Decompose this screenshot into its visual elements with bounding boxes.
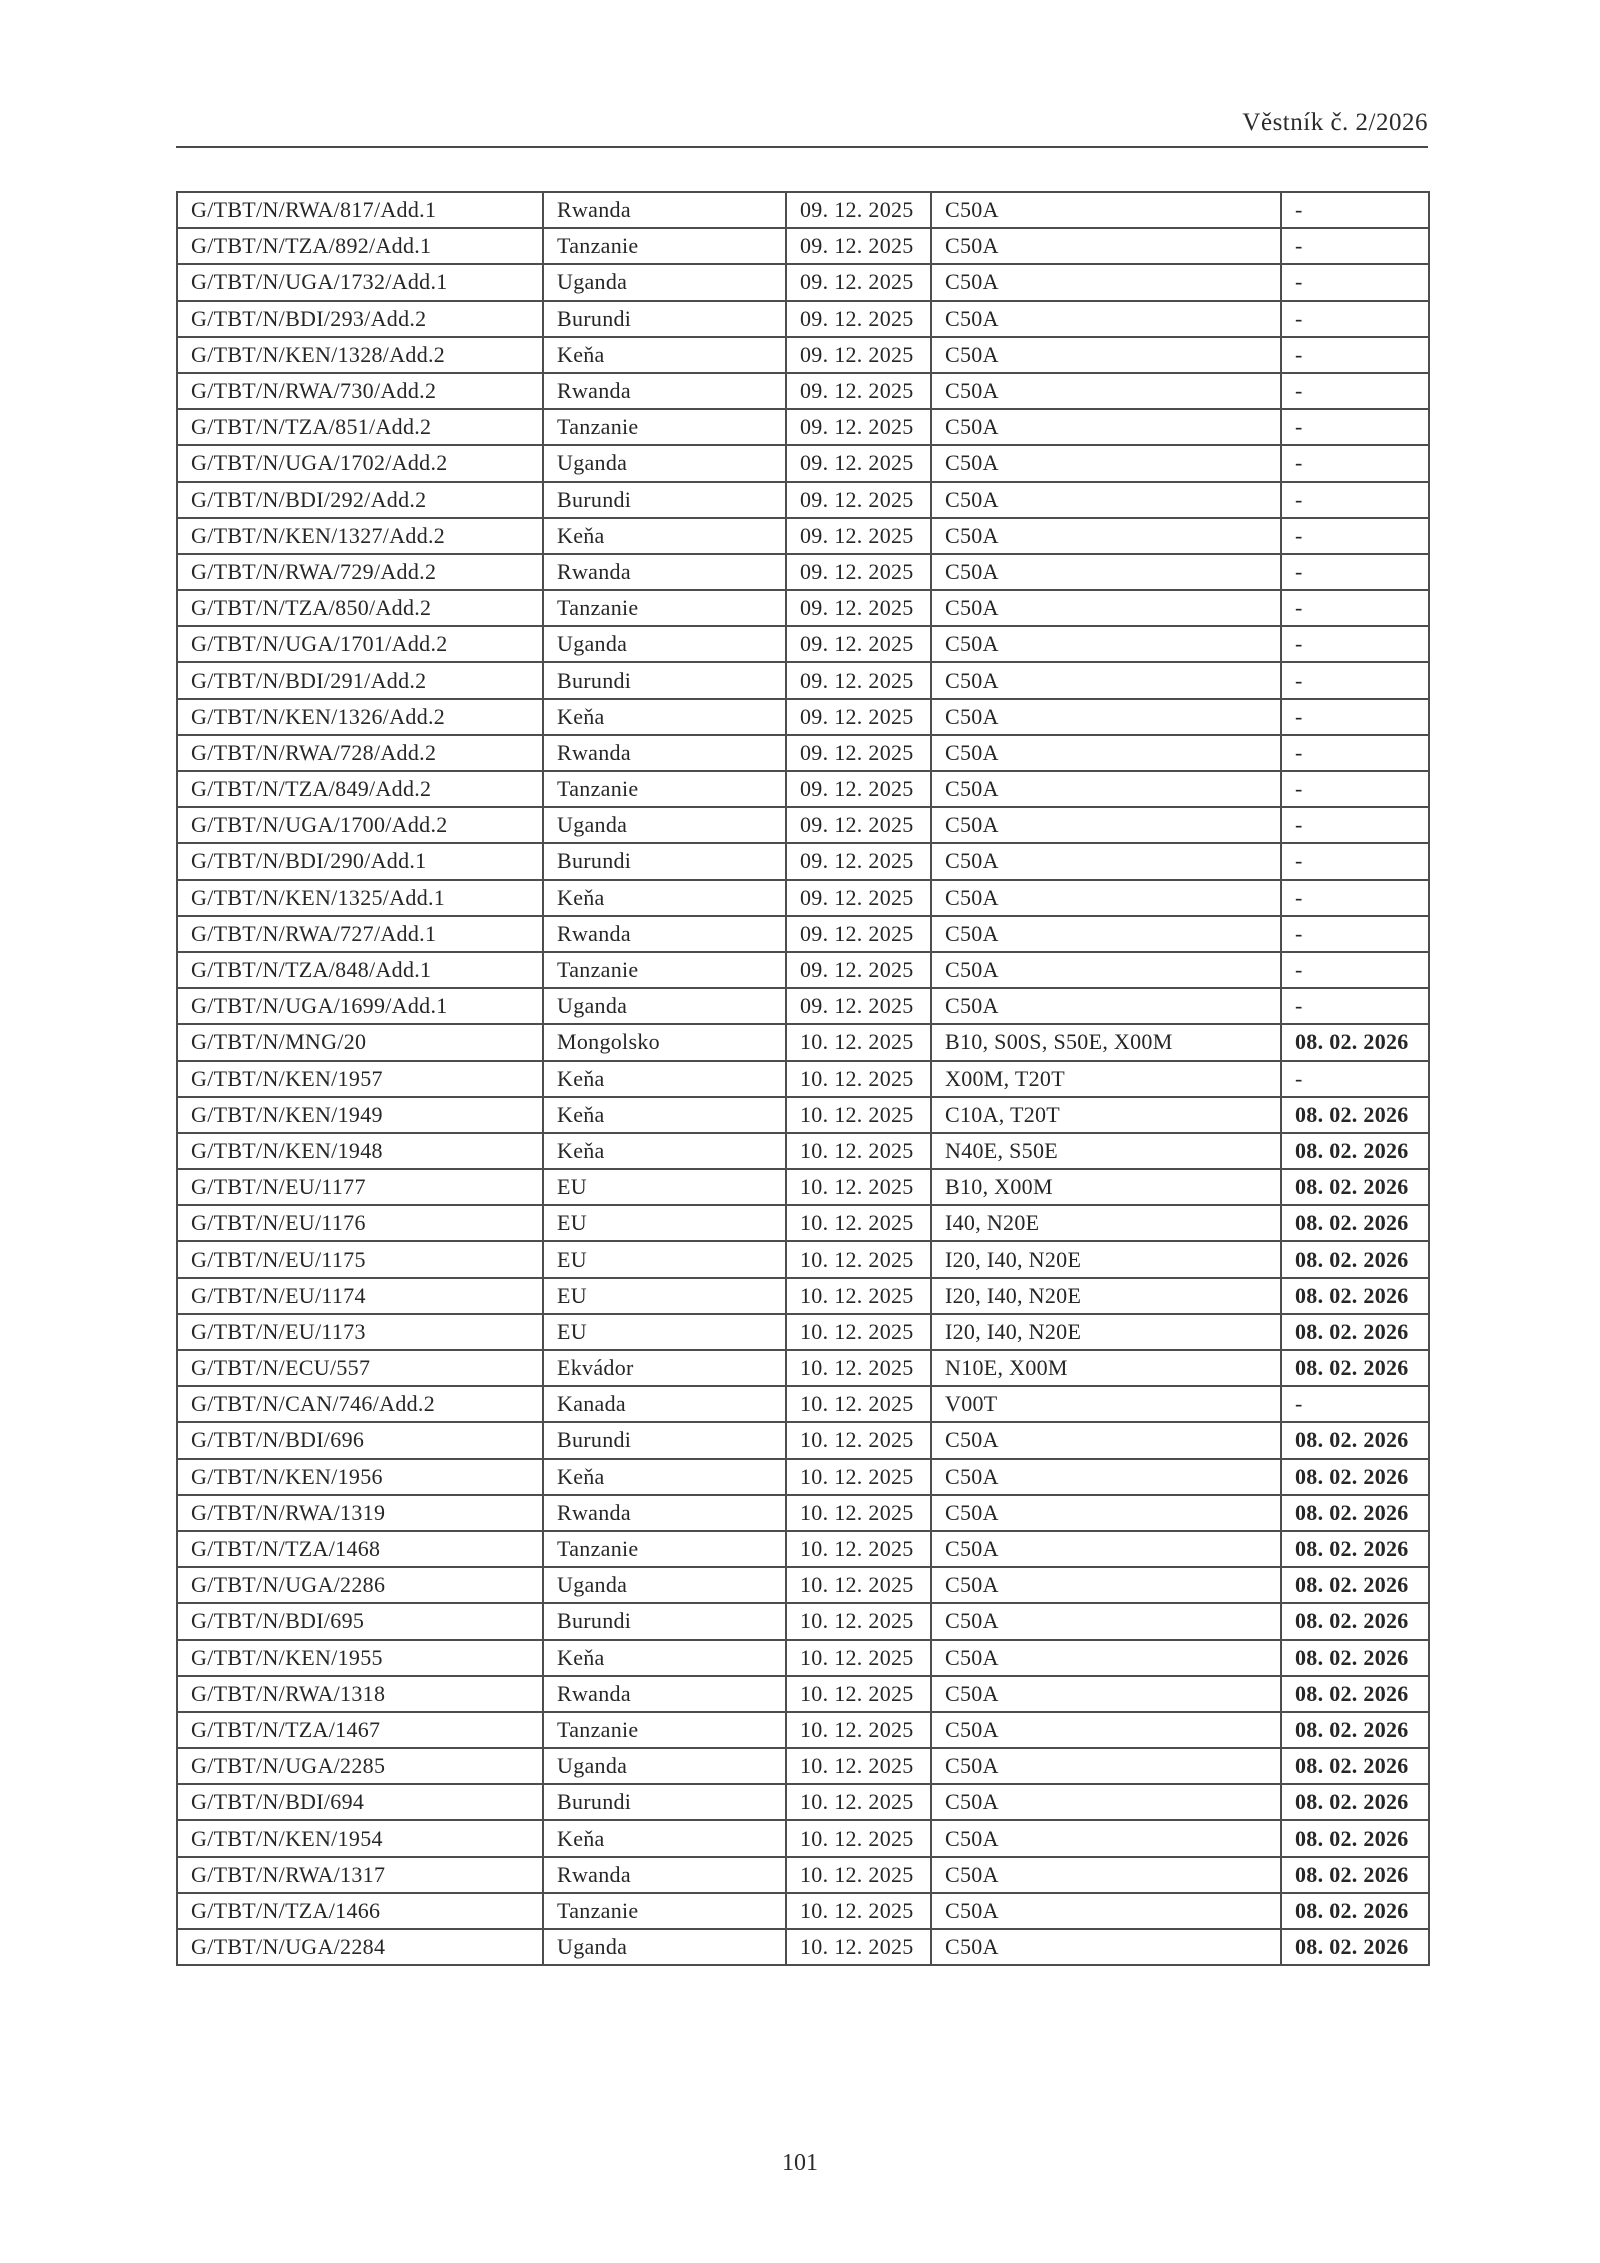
cell-notification-number: G/TBT/N/RWA/1317 xyxy=(177,1857,543,1893)
cell-notification-number: G/TBT/N/KEN/1326/Add.2 xyxy=(177,699,543,735)
cell-date: 10. 12. 2025 xyxy=(786,1857,931,1893)
cell-date: 09. 12. 2025 xyxy=(786,337,931,373)
cell-product-codes: C50A xyxy=(931,807,1281,843)
table-row xyxy=(177,192,1429,228)
cell-deadline: - xyxy=(1281,337,1429,373)
cell-product-codes: C50A xyxy=(931,590,1281,626)
cell-deadline: 08. 02. 2026 xyxy=(1281,1640,1429,1676)
cell-product-codes: C50A xyxy=(931,699,1281,735)
cell-product-codes: X00M, T20T xyxy=(931,1061,1281,1097)
cell-notification-number: G/TBT/N/KEN/1954 xyxy=(177,1820,543,1856)
cell-notification-number: G/TBT/N/KEN/1948 xyxy=(177,1133,543,1169)
cell-product-codes: C50A xyxy=(931,952,1281,988)
cell-notification-number: G/TBT/N/ECU/557 xyxy=(177,1350,543,1386)
cell-country: Rwanda xyxy=(543,373,786,409)
cell-deadline: - xyxy=(1281,699,1429,735)
cell-date: 10. 12. 2025 xyxy=(786,1061,931,1097)
cell-notification-number: G/TBT/N/UGA/2286 xyxy=(177,1567,543,1603)
table-row xyxy=(177,1531,1429,1567)
cell-deadline: 08. 02. 2026 xyxy=(1281,1676,1429,1712)
cell-date: 10. 12. 2025 xyxy=(786,1024,931,1060)
cell-date: 09. 12. 2025 xyxy=(786,988,931,1024)
cell-notification-number: G/TBT/N/MNG/20 xyxy=(177,1024,543,1060)
cell-country: Keňa xyxy=(543,1133,786,1169)
cell-product-codes: C10A, T20T xyxy=(931,1097,1281,1133)
cell-product-codes: C50A xyxy=(931,482,1281,518)
table-row xyxy=(177,1133,1429,1169)
cell-country: Tanzanie xyxy=(543,409,786,445)
cell-country: Rwanda xyxy=(543,192,786,228)
cell-notification-number: G/TBT/N/EU/1175 xyxy=(177,1241,543,1277)
table-row xyxy=(177,1205,1429,1241)
cell-notification-number: G/TBT/N/TZA/1468 xyxy=(177,1531,543,1567)
cell-product-codes: C50A xyxy=(931,1495,1281,1531)
table-row xyxy=(177,1061,1429,1097)
cell-notification-number: G/TBT/N/UGA/2284 xyxy=(177,1929,543,1965)
cell-deadline: - xyxy=(1281,880,1429,916)
cell-notification-number: G/TBT/N/UGA/1699/Add.1 xyxy=(177,988,543,1024)
table-row xyxy=(177,554,1429,590)
cell-country: Uganda xyxy=(543,807,786,843)
cell-deadline: - xyxy=(1281,952,1429,988)
cell-notification-number: G/TBT/N/UGA/1700/Add.2 xyxy=(177,807,543,843)
cell-product-codes: C50A xyxy=(931,1603,1281,1639)
cell-deadline: - xyxy=(1281,1386,1429,1422)
table-row xyxy=(177,445,1429,481)
cell-country: Rwanda xyxy=(543,554,786,590)
table-row xyxy=(177,1314,1429,1350)
cell-notification-number: G/TBT/N/KEN/1328/Add.2 xyxy=(177,337,543,373)
cell-product-codes: C50A xyxy=(931,1531,1281,1567)
cell-deadline: 08. 02. 2026 xyxy=(1281,1929,1429,1965)
cell-product-codes: I20, I40, N20E xyxy=(931,1278,1281,1314)
cell-notification-number: G/TBT/N/RWA/817/Add.1 xyxy=(177,192,543,228)
cell-notification-number: G/TBT/N/BDI/696 xyxy=(177,1422,543,1458)
cell-product-codes: C50A xyxy=(931,916,1281,952)
cell-country: Uganda xyxy=(543,1748,786,1784)
cell-country: EU xyxy=(543,1314,786,1350)
cell-notification-number: G/TBT/N/BDI/293/Add.2 xyxy=(177,301,543,337)
cell-deadline: - xyxy=(1281,192,1429,228)
table-row xyxy=(177,699,1429,735)
cell-product-codes: C50A xyxy=(931,880,1281,916)
cell-country: Uganda xyxy=(543,1567,786,1603)
cell-deadline: - xyxy=(1281,373,1429,409)
cell-date: 10. 12. 2025 xyxy=(786,1567,931,1603)
cell-date: 10. 12. 2025 xyxy=(786,1929,931,1965)
cell-deadline: - xyxy=(1281,482,1429,518)
cell-date: 10. 12. 2025 xyxy=(786,1205,931,1241)
table-row xyxy=(177,1459,1429,1495)
table-row xyxy=(177,590,1429,626)
cell-notification-number: G/TBT/N/RWA/730/Add.2 xyxy=(177,373,543,409)
cell-date: 10. 12. 2025 xyxy=(786,1640,931,1676)
cell-country: Rwanda xyxy=(543,735,786,771)
cell-date: 09. 12. 2025 xyxy=(786,301,931,337)
table-row xyxy=(177,373,1429,409)
cell-notification-number: G/TBT/N/CAN/746/Add.2 xyxy=(177,1386,543,1422)
cell-notification-number: G/TBT/N/KEN/1325/Add.1 xyxy=(177,880,543,916)
cell-date: 10. 12. 2025 xyxy=(786,1278,931,1314)
cell-date: 09. 12. 2025 xyxy=(786,264,931,300)
cell-country: Keňa xyxy=(543,1820,786,1856)
cell-country: Burundi xyxy=(543,1603,786,1639)
cell-notification-number: G/TBT/N/TZA/850/Add.2 xyxy=(177,590,543,626)
cell-product-codes: B10, S00S, S50E, X00M xyxy=(931,1024,1281,1060)
cell-product-codes: N40E, S50E xyxy=(931,1133,1281,1169)
cell-product-codes: C50A xyxy=(931,1784,1281,1820)
cell-country: Burundi xyxy=(543,482,786,518)
cell-date: 09. 12. 2025 xyxy=(786,916,931,952)
cell-date: 09. 12. 2025 xyxy=(786,626,931,662)
cell-country: Tanzanie xyxy=(543,1531,786,1567)
table-row xyxy=(177,1929,1429,1965)
cell-date: 09. 12. 2025 xyxy=(786,807,931,843)
cell-deadline: 08. 02. 2026 xyxy=(1281,1024,1429,1060)
table-row xyxy=(177,1241,1429,1277)
cell-date: 09. 12. 2025 xyxy=(786,952,931,988)
cell-notification-number: G/TBT/N/BDI/291/Add.2 xyxy=(177,662,543,698)
cell-deadline: - xyxy=(1281,916,1429,952)
cell-deadline: - xyxy=(1281,301,1429,337)
cell-deadline: 08. 02. 2026 xyxy=(1281,1893,1429,1929)
cell-country: Uganda xyxy=(543,988,786,1024)
table-row xyxy=(177,1422,1429,1458)
cell-deadline: - xyxy=(1281,843,1429,879)
cell-country: Ekvádor xyxy=(543,1350,786,1386)
cell-date: 09. 12. 2025 xyxy=(786,590,931,626)
cell-notification-number: G/TBT/N/UGA/2285 xyxy=(177,1748,543,1784)
cell-date: 09. 12. 2025 xyxy=(786,482,931,518)
cell-country: Tanzanie xyxy=(543,590,786,626)
cell-country: Burundi xyxy=(543,662,786,698)
table-row xyxy=(177,1495,1429,1531)
cell-product-codes: C50A xyxy=(931,337,1281,373)
cell-notification-number: G/TBT/N/BDI/695 xyxy=(177,1603,543,1639)
cell-country: Rwanda xyxy=(543,1676,786,1712)
cell-deadline: 08. 02. 2026 xyxy=(1281,1314,1429,1350)
cell-deadline: 08. 02. 2026 xyxy=(1281,1422,1429,1458)
cell-deadline: 08. 02. 2026 xyxy=(1281,1712,1429,1748)
cell-date: 10. 12. 2025 xyxy=(786,1748,931,1784)
cell-date: 10. 12. 2025 xyxy=(786,1241,931,1277)
table-row xyxy=(177,843,1429,879)
cell-country: Burundi xyxy=(543,1784,786,1820)
cell-product-codes: C50A xyxy=(931,735,1281,771)
cell-date: 10. 12. 2025 xyxy=(786,1459,931,1495)
cell-country: Kanada xyxy=(543,1386,786,1422)
cell-product-codes: C50A xyxy=(931,843,1281,879)
cell-notification-number: G/TBT/N/RWA/727/Add.1 xyxy=(177,916,543,952)
cell-product-codes: C50A xyxy=(931,1459,1281,1495)
cell-deadline: - xyxy=(1281,228,1429,264)
cell-country: Keňa xyxy=(543,1061,786,1097)
cell-product-codes: C50A xyxy=(931,1567,1281,1603)
table-row xyxy=(177,337,1429,373)
table-row xyxy=(177,1712,1429,1748)
cell-deadline: 08. 02. 2026 xyxy=(1281,1241,1429,1277)
cell-deadline: 08. 02. 2026 xyxy=(1281,1205,1429,1241)
cell-product-codes: C50A xyxy=(931,554,1281,590)
cell-deadline: - xyxy=(1281,554,1429,590)
table-row xyxy=(177,301,1429,337)
cell-notification-number: G/TBT/N/TZA/849/Add.2 xyxy=(177,771,543,807)
cell-product-codes: C50A xyxy=(931,1640,1281,1676)
cell-product-codes: I20, I40, N20E xyxy=(931,1314,1281,1350)
table-row xyxy=(177,1350,1429,1386)
cell-product-codes: B10, X00M xyxy=(931,1169,1281,1205)
cell-deadline: - xyxy=(1281,988,1429,1024)
cell-country: Tanzanie xyxy=(543,1712,786,1748)
cell-deadline: 08. 02. 2026 xyxy=(1281,1459,1429,1495)
cell-deadline: 08. 02. 2026 xyxy=(1281,1748,1429,1784)
cell-date: 10. 12. 2025 xyxy=(786,1097,931,1133)
table-row xyxy=(177,916,1429,952)
cell-deadline: 08. 02. 2026 xyxy=(1281,1567,1429,1603)
cell-date: 10. 12. 2025 xyxy=(786,1676,931,1712)
cell-product-codes: C50A xyxy=(931,518,1281,554)
cell-deadline: - xyxy=(1281,735,1429,771)
table-row xyxy=(177,988,1429,1024)
cell-country: Uganda xyxy=(543,445,786,481)
cell-notification-number: G/TBT/N/UGA/1701/Add.2 xyxy=(177,626,543,662)
cell-product-codes: C50A xyxy=(931,264,1281,300)
page-header: Věstník č. 2/2026 xyxy=(1242,109,1428,136)
cell-product-codes: C50A xyxy=(931,1820,1281,1856)
cell-deadline: - xyxy=(1281,807,1429,843)
cell-deadline: 08. 02. 2026 xyxy=(1281,1784,1429,1820)
cell-deadline: 08. 02. 2026 xyxy=(1281,1495,1429,1531)
cell-notification-number: G/TBT/N/KEN/1955 xyxy=(177,1640,543,1676)
cell-product-codes: C50A xyxy=(931,409,1281,445)
cell-notification-number: G/TBT/N/TZA/848/Add.1 xyxy=(177,952,543,988)
table-row xyxy=(177,1278,1429,1314)
cell-notification-number: G/TBT/N/UGA/1702/Add.2 xyxy=(177,445,543,481)
table-row xyxy=(177,482,1429,518)
cell-country: Tanzanie xyxy=(543,952,786,988)
cell-deadline: 08. 02. 2026 xyxy=(1281,1350,1429,1386)
cell-notification-number: G/TBT/N/TZA/1467 xyxy=(177,1712,543,1748)
cell-deadline: - xyxy=(1281,662,1429,698)
cell-date: 09. 12. 2025 xyxy=(786,554,931,590)
table-row xyxy=(177,264,1429,300)
cell-country: Rwanda xyxy=(543,1495,786,1531)
cell-date: 10. 12. 2025 xyxy=(786,1784,931,1820)
cell-date: 10. 12. 2025 xyxy=(786,1350,931,1386)
cell-notification-number: G/TBT/N/TZA/851/Add.2 xyxy=(177,409,543,445)
table-row xyxy=(177,1820,1429,1856)
cell-notification-number: G/TBT/N/EU/1174 xyxy=(177,1278,543,1314)
cell-notification-number: G/TBT/N/KEN/1957 xyxy=(177,1061,543,1097)
cell-product-codes: C50A xyxy=(931,373,1281,409)
cell-country: EU xyxy=(543,1241,786,1277)
table-row xyxy=(177,952,1429,988)
cell-country: Tanzanie xyxy=(543,771,786,807)
cell-product-codes: C50A xyxy=(931,771,1281,807)
cell-country: Keňa xyxy=(543,1459,786,1495)
table-row xyxy=(177,1857,1429,1893)
cell-country: Tanzanie xyxy=(543,228,786,264)
cell-deadline: - xyxy=(1281,409,1429,445)
cell-country: Rwanda xyxy=(543,916,786,952)
table-row xyxy=(177,1097,1429,1133)
cell-date: 09. 12. 2025 xyxy=(786,699,931,735)
cell-product-codes: I40, N20E xyxy=(931,1205,1281,1241)
cell-deadline: 08. 02. 2026 xyxy=(1281,1531,1429,1567)
cell-deadline: 08. 02. 2026 xyxy=(1281,1169,1429,1205)
cell-date: 10. 12. 2025 xyxy=(786,1169,931,1205)
cell-country: Keňa xyxy=(543,337,786,373)
cell-country: EU xyxy=(543,1278,786,1314)
cell-product-codes: C50A xyxy=(931,1712,1281,1748)
header-rule xyxy=(176,146,1428,148)
cell-notification-number: G/TBT/N/EU/1176 xyxy=(177,1205,543,1241)
cell-notification-number: G/TBT/N/BDI/290/Add.1 xyxy=(177,843,543,879)
cell-date: 09. 12. 2025 xyxy=(786,843,931,879)
cell-country: Uganda xyxy=(543,626,786,662)
table-row xyxy=(177,1893,1429,1929)
cell-country: Rwanda xyxy=(543,1857,786,1893)
cell-deadline: 08. 02. 2026 xyxy=(1281,1820,1429,1856)
cell-notification-number: G/TBT/N/RWA/1318 xyxy=(177,1676,543,1712)
table-row xyxy=(177,626,1429,662)
cell-country: Keňa xyxy=(543,518,786,554)
cell-notification-number: G/TBT/N/EU/1177 xyxy=(177,1169,543,1205)
cell-notification-number: G/TBT/N/KEN/1327/Add.2 xyxy=(177,518,543,554)
table-row xyxy=(177,1784,1429,1820)
cell-notification-number: G/TBT/N/KEN/1949 xyxy=(177,1097,543,1133)
table-row xyxy=(177,662,1429,698)
page-number: 101 xyxy=(782,2150,818,2176)
table-row xyxy=(177,1567,1429,1603)
cell-country: Burundi xyxy=(543,301,786,337)
cell-product-codes: C50A xyxy=(931,445,1281,481)
table-row xyxy=(177,880,1429,916)
cell-date: 10. 12. 2025 xyxy=(786,1712,931,1748)
cell-country: Uganda xyxy=(543,264,786,300)
cell-deadline: 08. 02. 2026 xyxy=(1281,1603,1429,1639)
cell-notification-number: G/TBT/N/TZA/892/Add.1 xyxy=(177,228,543,264)
cell-date: 10. 12. 2025 xyxy=(786,1422,931,1458)
cell-country: Keňa xyxy=(543,880,786,916)
cell-deadline: - xyxy=(1281,264,1429,300)
notifications-table-body xyxy=(177,192,1429,1965)
cell-deadline: 08. 02. 2026 xyxy=(1281,1857,1429,1893)
cell-country: Keňa xyxy=(543,1097,786,1133)
cell-date: 09. 12. 2025 xyxy=(786,445,931,481)
cell-notification-number: G/TBT/N/EU/1173 xyxy=(177,1314,543,1350)
cell-deadline: 08. 02. 2026 xyxy=(1281,1278,1429,1314)
cell-country: Keňa xyxy=(543,699,786,735)
cell-notification-number: G/TBT/N/TZA/1466 xyxy=(177,1893,543,1929)
cell-date: 09. 12. 2025 xyxy=(786,735,931,771)
cell-deadline: - xyxy=(1281,445,1429,481)
cell-product-codes: V00T xyxy=(931,1386,1281,1422)
cell-date: 09. 12. 2025 xyxy=(786,662,931,698)
cell-product-codes: C50A xyxy=(931,301,1281,337)
notifications-table xyxy=(176,191,1430,1966)
cell-country: Burundi xyxy=(543,1422,786,1458)
table-row xyxy=(177,518,1429,554)
table-row xyxy=(177,1640,1429,1676)
cell-product-codes: C50A xyxy=(931,228,1281,264)
cell-date: 10. 12. 2025 xyxy=(786,1820,931,1856)
table-row xyxy=(177,1024,1429,1060)
cell-date: 10. 12. 2025 xyxy=(786,1386,931,1422)
cell-product-codes: C50A xyxy=(931,1748,1281,1784)
cell-deadline: - xyxy=(1281,626,1429,662)
cell-notification-number: G/TBT/N/RWA/728/Add.2 xyxy=(177,735,543,771)
table-row xyxy=(177,807,1429,843)
cell-product-codes: C50A xyxy=(931,192,1281,228)
table-row xyxy=(177,228,1429,264)
cell-date: 09. 12. 2025 xyxy=(786,409,931,445)
cell-notification-number: G/TBT/N/KEN/1956 xyxy=(177,1459,543,1495)
cell-deadline: - xyxy=(1281,518,1429,554)
cell-notification-number: G/TBT/N/BDI/292/Add.2 xyxy=(177,482,543,518)
cell-deadline: - xyxy=(1281,590,1429,626)
cell-date: 09. 12. 2025 xyxy=(786,192,931,228)
cell-date: 09. 12. 2025 xyxy=(786,518,931,554)
cell-country: Uganda xyxy=(543,1929,786,1965)
table-row xyxy=(177,409,1429,445)
cell-date: 10. 12. 2025 xyxy=(786,1603,931,1639)
table-row xyxy=(177,1676,1429,1712)
cell-country: Burundi xyxy=(543,843,786,879)
cell-deadline: 08. 02. 2026 xyxy=(1281,1097,1429,1133)
cell-notification-number: G/TBT/N/BDI/694 xyxy=(177,1784,543,1820)
cell-deadline: - xyxy=(1281,771,1429,807)
cell-date: 09. 12. 2025 xyxy=(786,771,931,807)
cell-country: Keňa xyxy=(543,1640,786,1676)
cell-date: 10. 12. 2025 xyxy=(786,1531,931,1567)
cell-product-codes: C50A xyxy=(931,1893,1281,1929)
cell-product-codes: C50A xyxy=(931,662,1281,698)
cell-country: Mongolsko xyxy=(543,1024,786,1060)
cell-country: Tanzanie xyxy=(543,1893,786,1929)
table-row xyxy=(177,1169,1429,1205)
cell-product-codes: C50A xyxy=(931,1676,1281,1712)
cell-country: EU xyxy=(543,1205,786,1241)
cell-product-codes: N10E, X00M xyxy=(931,1350,1281,1386)
cell-date: 09. 12. 2025 xyxy=(786,373,931,409)
cell-date: 10. 12. 2025 xyxy=(786,1893,931,1929)
cell-notification-number: G/TBT/N/RWA/729/Add.2 xyxy=(177,554,543,590)
cell-deadline: - xyxy=(1281,1061,1429,1097)
cell-date: 10. 12. 2025 xyxy=(786,1495,931,1531)
table-row xyxy=(177,1603,1429,1639)
cell-date: 09. 12. 2025 xyxy=(786,228,931,264)
cell-product-codes: C50A xyxy=(931,626,1281,662)
cell-notification-number: G/TBT/N/RWA/1319 xyxy=(177,1495,543,1531)
cell-product-codes: C50A xyxy=(931,988,1281,1024)
cell-product-codes: C50A xyxy=(931,1422,1281,1458)
cell-product-codes: I20, I40, N20E xyxy=(931,1241,1281,1277)
table-row xyxy=(177,771,1429,807)
cell-deadline: 08. 02. 2026 xyxy=(1281,1133,1429,1169)
cell-product-codes: C50A xyxy=(931,1857,1281,1893)
table-row xyxy=(177,1386,1429,1422)
cell-date: 10. 12. 2025 xyxy=(786,1314,931,1350)
cell-date: 09. 12. 2025 xyxy=(786,880,931,916)
cell-product-codes: C50A xyxy=(931,1929,1281,1965)
table-row xyxy=(177,1748,1429,1784)
cell-date: 10. 12. 2025 xyxy=(786,1133,931,1169)
cell-notification-number: G/TBT/N/UGA/1732/Add.1 xyxy=(177,264,543,300)
cell-country: EU xyxy=(543,1169,786,1205)
table-row xyxy=(177,735,1429,771)
